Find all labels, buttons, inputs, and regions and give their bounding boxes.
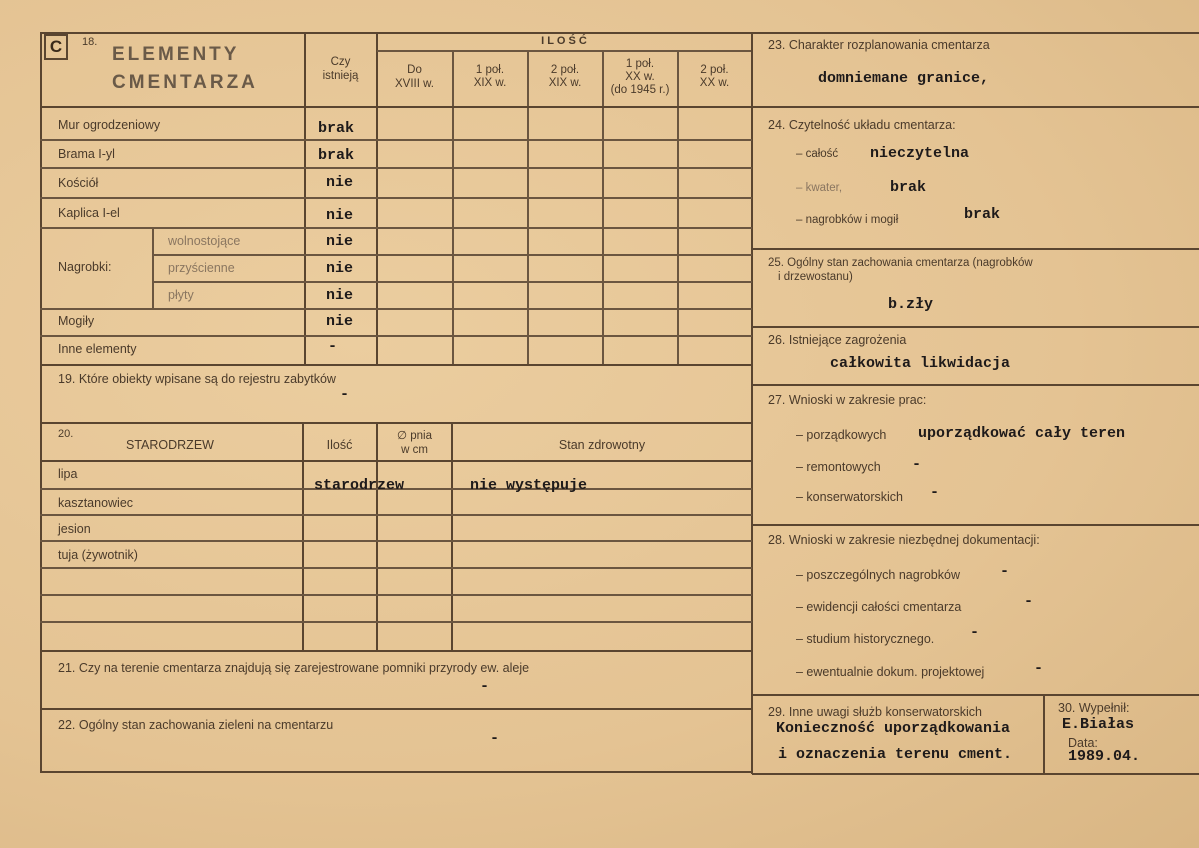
starodrzew-col-ilosc: Ilość [326,438,353,452]
tree-label: kasztanowiec [58,496,134,510]
starodrzew-col-line [376,424,378,650]
q25-label-1: 25. Ogólny stan zachowania cmentarza (nagrobków [768,257,1033,269]
period-3a: 2 poł. [550,64,580,76]
element-value: nie [326,260,354,277]
q26-bottom [752,384,1199,386]
row-line [40,308,752,310]
ilosc-header: I L O Ś Ć [541,35,587,47]
q30-date: 1989.04. [1068,748,1141,765]
q27-item-value: - [930,484,940,501]
q24-item-label: – całość [796,148,839,160]
row-line [40,139,752,141]
q21-bottom [40,708,752,710]
frame-left [40,32,42,772]
element-value: nie [326,313,354,330]
q21-value: - [480,678,490,695]
starodrzew-col-pnia-1: ∅ pnia [397,430,432,442]
q27-item-label: – porządkowych [796,428,887,442]
section-letter-box: C [44,34,68,60]
starodrzew-typed: starodrzew [314,477,405,494]
starodrzew-typed: nie występuje [470,477,588,494]
col-p5 [677,50,679,364]
row-line [152,254,752,256]
q29-label: 29. Inne uwagi służb konserwatorskich [768,705,983,719]
q26-label: 26. Istniejące zagrożenia [768,333,907,347]
q28-bottom [752,694,1199,696]
q19-bottom [40,422,752,424]
row-line-end [40,364,752,366]
period-4c: (do 1945 r.) [610,84,670,96]
q24-item-value: brak [890,179,927,196]
q27-item-label: – konserwatorskich [796,490,903,504]
q19-value: - [340,386,350,403]
row-line [40,167,752,169]
q25-value: b.zły [888,296,934,313]
frame-top-right [752,32,1199,34]
row-line [40,197,752,199]
q28-item-value: - [970,624,980,641]
starodrzew-row-line [40,567,752,569]
q25-label-2: i drzewostanu) [778,271,853,283]
row-line [152,281,752,283]
period-1a: Do [407,64,422,76]
q24-item-label: – kwater, [796,182,843,194]
starodrzew-col-line [451,424,453,650]
q29-q30-divider [1043,695,1045,774]
q23-value: domniemane granice, [818,70,990,87]
q19-label: 19. Które obiekty wpisane są do rejestru zabytków [58,372,336,386]
czy-istnieja-2: istnieją [322,70,359,82]
period-5b: XX w. [699,77,730,89]
starodrzew-title: STARODRZEW [126,438,214,452]
q21-label: 21. Czy na terenie cmentarza znajdują się zarejestrowane pomniki przyrody ew. aleje [58,661,530,675]
frame-middle [751,32,753,774]
q24-item-value: nieczytelna [870,145,970,162]
col-p3 [527,50,529,364]
element-value: nie [326,174,354,191]
q27-label: 27. Wnioski w zakresie prac: [768,393,927,407]
czy-istnieja-1: Czy [330,56,351,68]
col-p2 [452,50,454,364]
starodrzew-row-line [40,594,752,596]
title-line2: CMENTARZA [112,72,258,93]
element-label: Mur ogrodzeniowy [58,118,161,132]
q28-item-label: – poszczególnych nagrobków [796,568,960,582]
starodrzew-col-line [302,424,304,650]
q24-bottom [752,248,1199,250]
element-value: brak [318,120,355,137]
period-4a: 1 poł. [625,58,655,70]
starodrzew-col-pnia-2: w cm [401,444,428,456]
element-label: Brama I-yl [58,147,115,161]
q30-date-label: Data: [1068,736,1098,750]
period-2b: XIX w. [473,77,507,89]
section-number: 18. [82,36,98,48]
q28-item-label: – ewentualnie dokum. projektowej [796,665,985,679]
element-value: brak [318,147,355,164]
q30-name: E.Białas [1062,716,1135,733]
tree-label: tuja (żywotnik) [58,548,138,562]
q28-item-value: - [1034,660,1044,677]
row-line [40,227,752,229]
q24-item-value: brak [964,206,1001,223]
element-label: Inne elementy [58,342,137,356]
ilosc-underline [377,50,751,52]
starodrzew-header-line [40,460,752,462]
q24-item-label: – nagrobków i mogił [796,214,899,226]
q23-label: 23. Charakter rozplanowania cmentarza [768,38,990,52]
q27-item-value: uporządkować cały teren [918,425,1126,442]
q23-bottom [752,106,1199,108]
q22-value: - [490,730,500,747]
period-2a: 1 poł. [475,64,505,76]
element-label: przyścienne [168,261,235,275]
tree-label: jesion [58,522,91,536]
starodrzew-col-stan: Stan zdrowotny [558,438,646,452]
period-3b: XIX w. [548,77,582,89]
q28-item-label: – ewidencji całości cmentarza [796,600,962,614]
q28-item-value: - [1024,593,1034,610]
title-line1: ELEMENTY [112,44,240,65]
element-label: Kościół [58,176,99,190]
q22-label: 22. Ogólny stan zachowania zieleni na cmentarzu [58,718,334,732]
starodrzew-row-line [40,540,752,542]
nagrobki-divider [152,228,154,308]
element-label: płyty [168,288,194,302]
row-line [40,335,752,337]
q28-item-value: - [1000,563,1010,580]
element-value: nie [326,233,354,250]
element-value: - [328,338,338,355]
q28-label: 28. Wnioski w zakresie niezbędnej dokumentacji: [768,533,1040,547]
period-4b: XX w. [625,71,655,83]
period-5a: 2 poł. [700,64,729,76]
starodrzew-row-line [40,621,752,623]
starodrzew-row-line [40,514,752,516]
element-value: nie [326,207,354,224]
q27-item-value: - [912,456,922,473]
element-label: Mogiły [58,314,95,328]
frame-top-left [40,32,752,34]
tree-label: lipa [58,467,78,481]
q29-value-1: Konieczność uporządkowania [776,720,1011,737]
starodrzew-bottom [40,650,752,652]
element-label: Kaplica I-el [58,206,120,220]
frame-bottom-left [40,771,752,773]
q29-value-2: i oznaczenia terenu cment. [778,746,1013,763]
starodrzew-num: 20. [58,428,74,440]
frame-bottom-right [752,773,1199,775]
q25-bottom [752,326,1199,328]
element-value: nie [326,287,354,304]
q27-item-label: – remontowych [796,460,881,474]
q28-item-label: – studium historycznego. [796,632,935,646]
row-line-header [40,106,752,108]
q26-value: całkowita likwidacja [830,355,1011,372]
element-label: wolnostojące [168,234,241,248]
q30-label: 30. Wypełnił: [1058,701,1130,715]
q24-label: 24. Czytelność układu cmentarza: [768,118,956,132]
nagrobki-label: Nagrobki: [58,260,112,274]
period-1b: XVIII w. [395,78,434,90]
q27-bottom [752,524,1199,526]
